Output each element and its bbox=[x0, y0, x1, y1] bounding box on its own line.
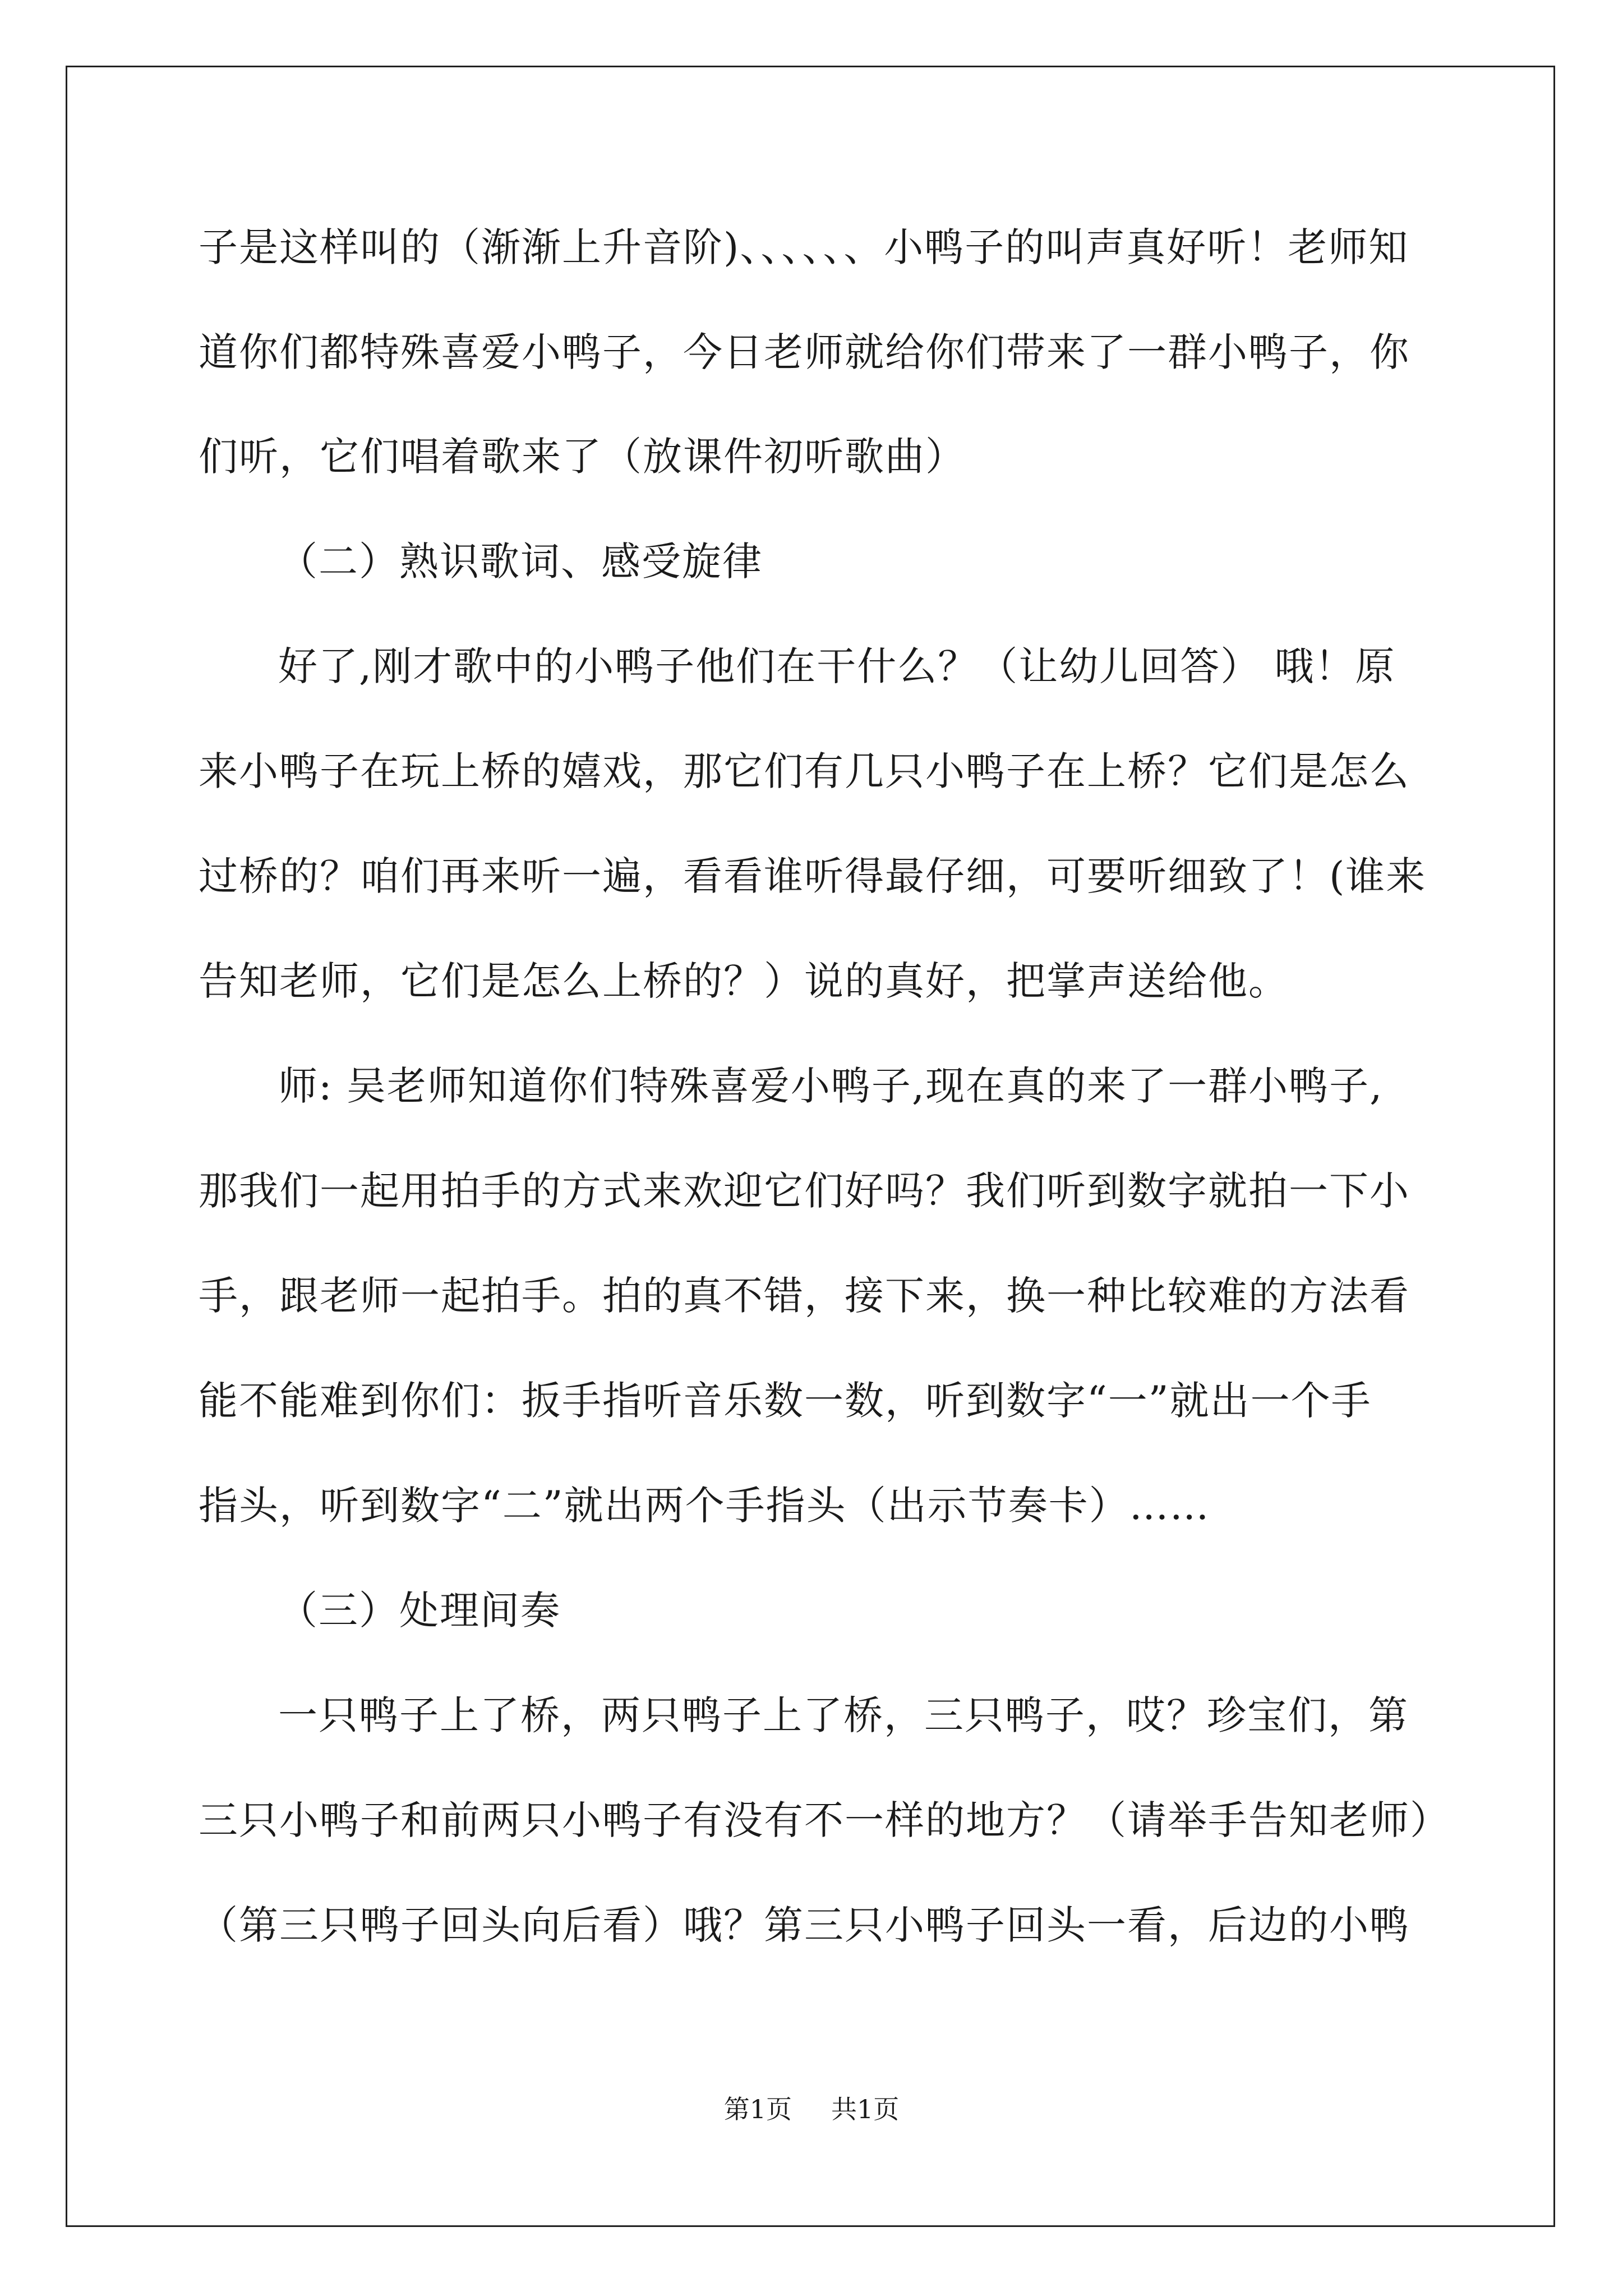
text-line: 那我们一起用拍手的方式来欢迎它们好吗？我们听到数字就拍一下小 bbox=[199, 1168, 1410, 1214]
text-line: 好了,刚才歌中的小鸭子他们在干什么？（让幼儿回答） 哦！原 bbox=[278, 643, 1396, 689]
page-footer bbox=[0, 2092, 1623, 2126]
text-line: 师: 吴老师知道你们特殊喜爱小鸭子,现在真的来了一群小鸭子, bbox=[278, 1063, 1384, 1109]
section-heading: （二）熟识歌词、感受旋律 bbox=[278, 539, 763, 585]
text-line: 过桥的？咱们再来听一遍，看看谁听得最仔细，可要听细致了！(谁来 bbox=[199, 853, 1427, 899]
text-line: 子是这样叫的（渐渐上升音阶)、、、、、、小鸭子的叫声真好听！老师知 bbox=[199, 224, 1409, 270]
text-line: 来小鸭子在玩上桥的嬉戏，那它们有几只小鸭子在上桥？它们是怎么 bbox=[199, 748, 1410, 794]
text-line: 告知老师，它们是怎么上桥的？）说的真好，把掌声送给他。 bbox=[199, 958, 1289, 1004]
text-line: 三只小鸭子和前两只小鸭子有没有不一样的地方？（请举手告知老师） bbox=[199, 1797, 1450, 1843]
page-number: 第1页 bbox=[723, 2094, 792, 2124]
text-line: 指头，听到数字“二”就出两个手指头（出示节奏卡）…… bbox=[199, 1483, 1210, 1529]
text-line: 道你们都特殊喜爱小鸭子，今日老师就给你们带来了一群小鸭子，你 bbox=[199, 329, 1410, 375]
section-heading: （三）处理间奏 bbox=[278, 1588, 561, 1634]
text-line: 一只鸭子上了桥，两只鸭子上了桥，三只鸭子，哎？珍宝们，第 bbox=[278, 1692, 1409, 1738]
text-line: （第三只鸭子回头向后看）哦？第三只小鸭子回头一看，后边的小鸭 bbox=[199, 1902, 1410, 1948]
total-pages: 共1页 bbox=[831, 2094, 900, 2124]
text-line: 手，跟老师一起拍手。拍的真不错，接下来，换一种比较难的方法看 bbox=[199, 1273, 1410, 1319]
text-line: 能不能难到你们：扳手指听音乐数一数，听到数字“一”就出一个手 bbox=[199, 1378, 1372, 1424]
text-line: 们听，它们唱着歌来了（放课件初听歌曲） bbox=[199, 434, 966, 480]
